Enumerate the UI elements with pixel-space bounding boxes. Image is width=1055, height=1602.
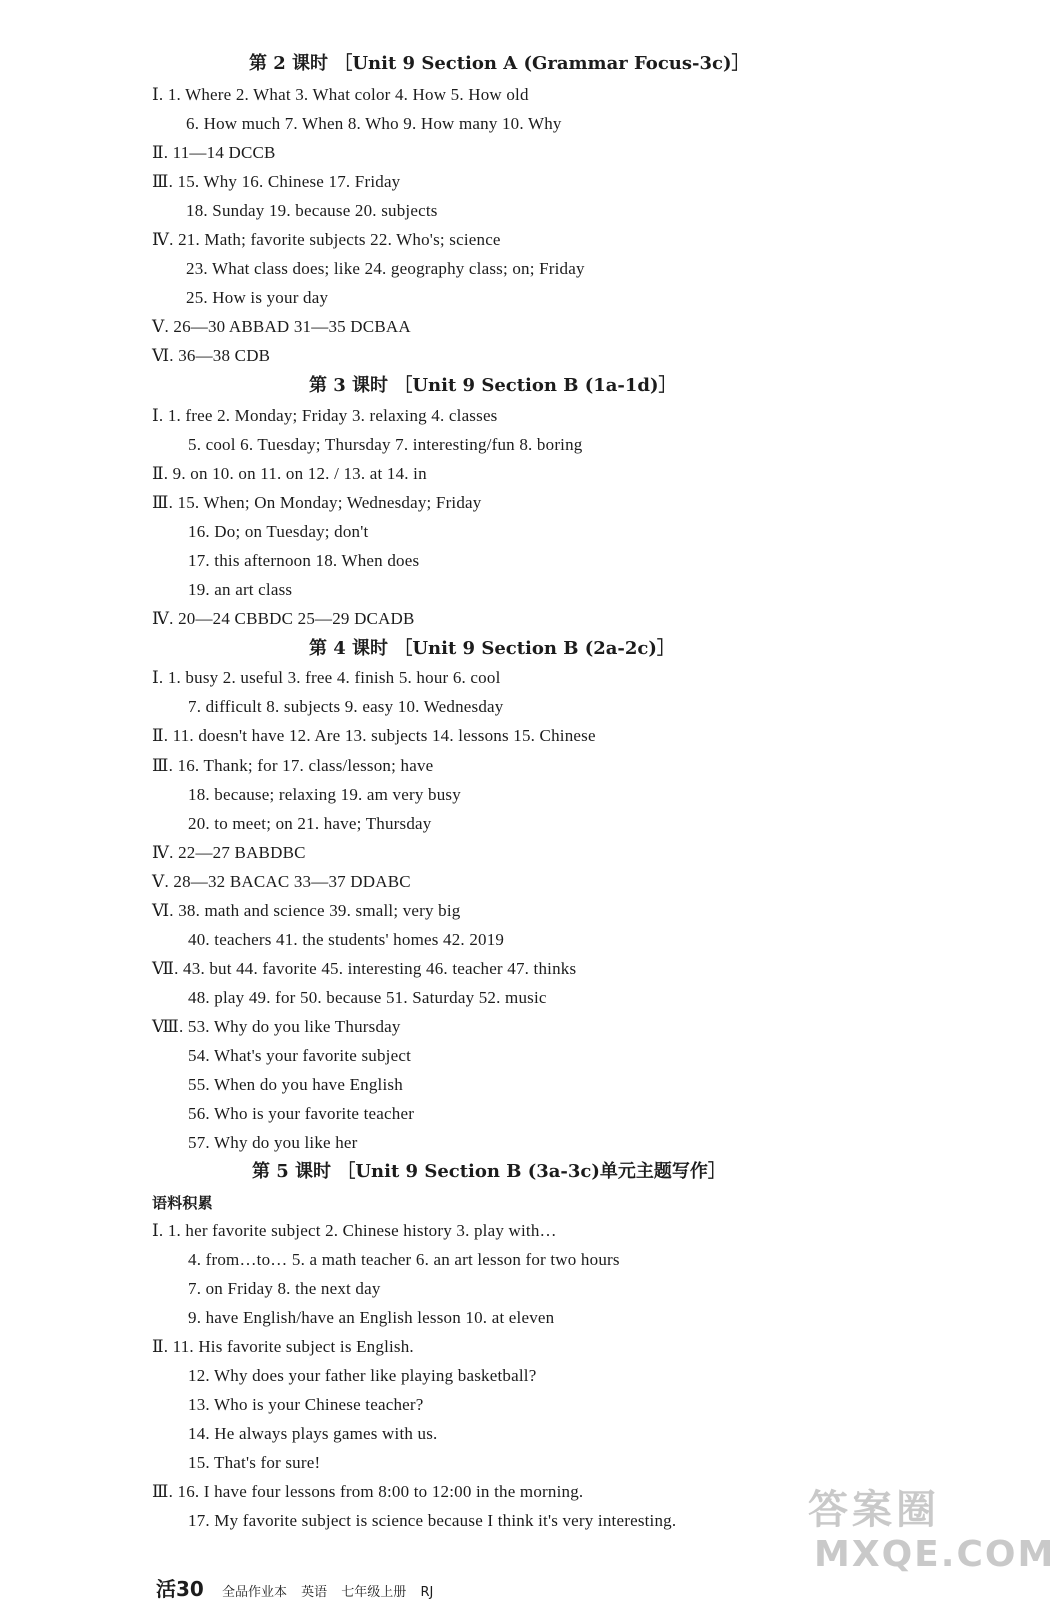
answer-line: 18. Sunday 19. because 20. subjects bbox=[186, 201, 438, 220]
answer-line: Ⅲ. 15. When; On Monday; Wednesday; Friday bbox=[152, 493, 482, 512]
answer-line: Ⅳ. 22—27 BABDBC bbox=[152, 843, 306, 862]
answer-line: 6. How much 7. When 8. Who 9. How many 10. Why bbox=[186, 114, 562, 133]
answer-line: Ⅴ. 28—32 BACAC 33—37 DDABC bbox=[152, 872, 411, 891]
answer-line: 54. What's your favorite subject bbox=[188, 1046, 412, 1065]
answer-line: 19. an art class bbox=[188, 580, 293, 599]
answer-line: 4. from…to… 5. a math teacher 6. an art lesson for two hours bbox=[188, 1250, 620, 1269]
answer-line: 14. He always plays games with us. bbox=[188, 1424, 438, 1443]
answer-line: 7. difficult 8. subjects 9. easy 10. Wednesday bbox=[188, 697, 504, 716]
answer-line: 9. have English/have an English lesson 10. at eleven bbox=[188, 1308, 555, 1327]
answer-line: Ⅰ. 1. Where 2. What 3. What color 4. How 5. How old bbox=[152, 85, 529, 104]
answer-line: 7. on Friday 8. the next day bbox=[188, 1279, 381, 1298]
site-watermark bbox=[800, 1472, 1055, 1590]
answer-line: Ⅲ. 16. I have four lessons from 8:00 to 12:00 in the morning. bbox=[152, 1482, 584, 1501]
answer-line: Ⅳ. 21. Math; favorite subjects 22. Who's; science bbox=[152, 230, 501, 249]
answer-line: Ⅱ. 9. on 10. on 11. on 12. / 13. at 14. in bbox=[152, 464, 427, 483]
answer-line: 25. How is your day bbox=[186, 288, 329, 307]
answer-line: Ⅲ. 15. Why 16. Chinese 17. Friday bbox=[152, 172, 401, 191]
answer-line: Ⅵ. 38. math and science 39. small; very big bbox=[152, 901, 461, 920]
answer-line: 48. play 49. for 50. because 51. Saturday 52. music bbox=[188, 988, 547, 1007]
answer-line: Ⅷ. 53. Why do you like Thursday bbox=[152, 1017, 401, 1036]
subject-label: 英语 bbox=[301, 1585, 328, 1600]
section-heading: 第 4 课时 ［Unit 9 Section B (2a-2c)］ bbox=[309, 638, 675, 659]
answer-line: Ⅱ. 11. doesn't have 12. Are 13. subjects 14. lessons 15. Chinese bbox=[152, 726, 596, 745]
section-heading: 第 5 课时 ［Unit 9 Section B (3a-3c)单元主题写作］ bbox=[252, 1161, 726, 1182]
book-title: 全品作业本 bbox=[221, 1585, 287, 1600]
answer-line: 18. because; relaxing 19. am very busy bbox=[188, 785, 461, 804]
section-heading: 第 2 课时 ［Unit 9 Section A (Grammar Focus-3c)］ bbox=[249, 53, 750, 74]
subsection-label: 语料积累 bbox=[152, 1194, 213, 1212]
answer-line: Ⅵ. 36—38 CDB bbox=[152, 346, 271, 365]
answer-line: 5. cool 6. Tuesday; Thursday 7. interesting/fun 8. boring bbox=[188, 435, 583, 454]
answer-line: Ⅰ. 1. her favorite subject 2. Chinese history 3. play with… bbox=[152, 1221, 557, 1240]
answer-line: 16. Do; on Tuesday; don't bbox=[188, 522, 369, 541]
answer-line: 55. When do you have English bbox=[188, 1075, 403, 1094]
answer-line: 17. My favorite subject is science because I think it's very interesting. bbox=[188, 1511, 677, 1530]
answer-line: 17. this afternoon 18. When does bbox=[188, 551, 420, 570]
answer-line: 12. Why does your father like playing basketball? bbox=[188, 1366, 537, 1385]
answer-line: Ⅰ. 1. free 2. Monday; Friday 3. relaxing 4. classes bbox=[152, 406, 498, 425]
answer-line: 15. That's for sure! bbox=[188, 1453, 321, 1472]
answer-line: 23. What class does; like 24. geography class; on; Friday bbox=[186, 259, 585, 278]
answer-line: 56. Who is your favorite teacher bbox=[188, 1104, 415, 1123]
answer-line: Ⅴ. 26—30 ABBAD 31—35 DCBAA bbox=[152, 317, 411, 336]
answer-line: Ⅲ. 16. Thank; for 17. class/lesson; have bbox=[152, 756, 434, 775]
answer-line: 20. to meet; on 21. have; Thursday bbox=[188, 814, 432, 833]
page-footer bbox=[156, 1573, 443, 1602]
answer-line: 13. Who is your Chinese teacher? bbox=[188, 1395, 424, 1414]
answer-line: 40. teachers 41. the students' homes 42. 2019 bbox=[188, 930, 505, 949]
edition-label: RJ bbox=[420, 1585, 434, 1600]
watermark-logo-text: 答案圈 bbox=[808, 1487, 940, 1533]
watermark-domain: MXQE.COM bbox=[814, 1534, 1055, 1575]
page-number: 活30 bbox=[156, 1577, 204, 1601]
grade-label: 七年级上册 bbox=[341, 1585, 407, 1600]
answer-line: Ⅱ. 11—14 DCCB bbox=[152, 143, 276, 162]
answer-line: 57. Why do you like her bbox=[188, 1133, 358, 1152]
answer-line: Ⅶ. 43. but 44. favorite 45. interesting 46. teacher 47. thinks bbox=[152, 959, 577, 978]
section-heading: 第 3 课时 ［Unit 9 Section B (1a-1d)］ bbox=[309, 375, 677, 396]
answer-line: Ⅳ. 20—24 CBBDC 25—29 DCADB bbox=[152, 609, 415, 628]
answer-line: Ⅰ. 1. busy 2. useful 3. free 4. finish 5. hour 6. cool bbox=[152, 668, 501, 687]
answer-line: Ⅱ. 11. His favorite subject is English. bbox=[152, 1337, 414, 1356]
